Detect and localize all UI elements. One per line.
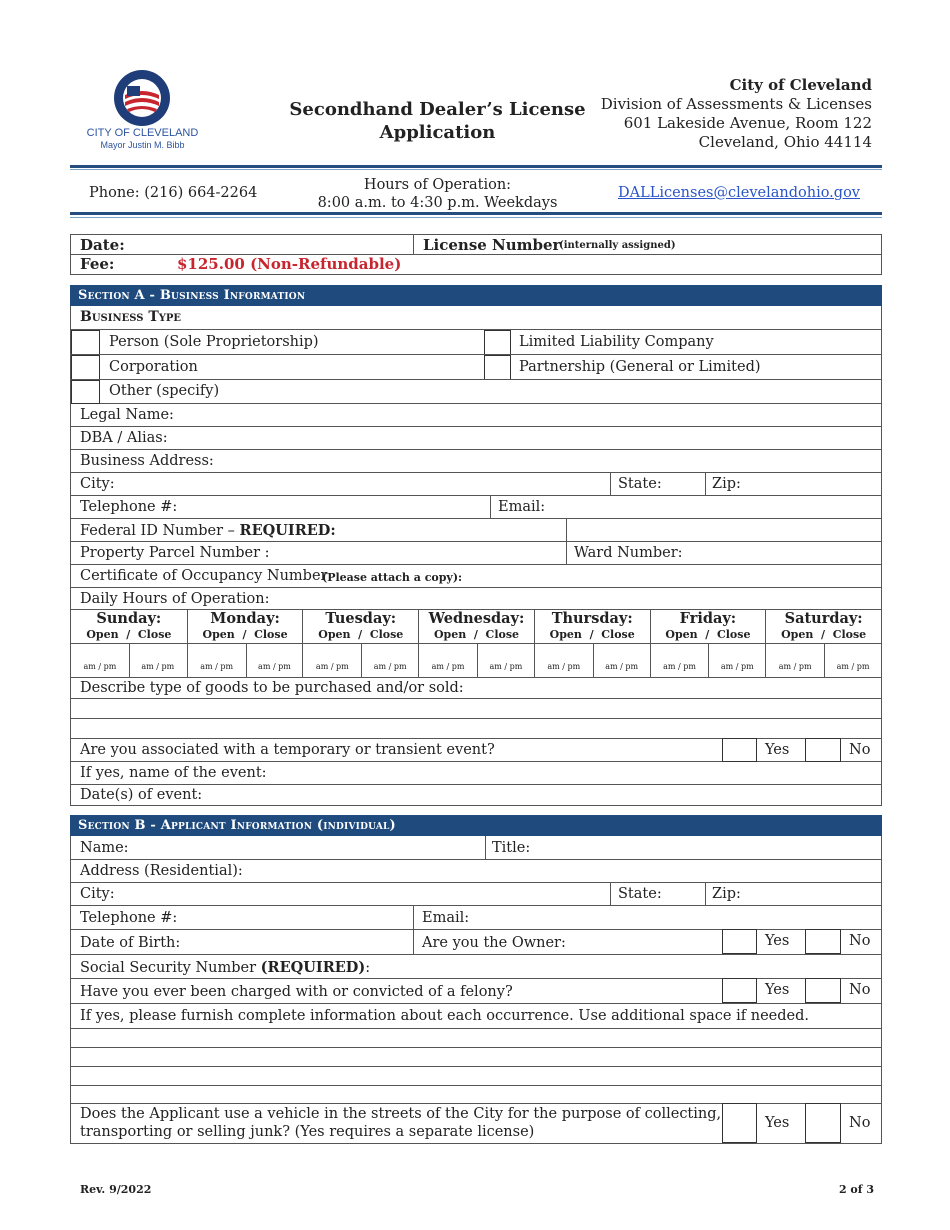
hours-open-field[interactable] xyxy=(535,644,593,677)
checkbox-other[interactable] xyxy=(71,380,100,404)
day-name: Thursday: xyxy=(551,610,633,627)
row-divider xyxy=(71,718,881,719)
fee-row xyxy=(70,254,882,275)
applicant-address-label: Address (Residential): xyxy=(80,863,243,879)
license-number-label: License Number xyxy=(423,236,561,254)
applicant-contact-row xyxy=(70,906,882,930)
address-line3: 601 Lakeside Avenue, Room 122 xyxy=(623,114,872,132)
day-name: Friday: xyxy=(679,610,737,627)
hours-open-field[interactable] xyxy=(419,644,477,677)
applicant-city-label: City: xyxy=(80,886,115,902)
divider xyxy=(485,836,486,859)
option-partnership-label: Partnership (General or Limited) xyxy=(519,359,761,375)
applicant-zip-label: Zip: xyxy=(712,886,741,902)
hours-close-field[interactable] xyxy=(708,644,766,677)
legal-name-field[interactable] xyxy=(70,404,882,427)
applicant-address-field[interactable] xyxy=(70,860,882,883)
event-question-label: Are you associated with a temporary or transient event? xyxy=(80,742,495,758)
row-divider xyxy=(71,379,881,380)
day-name: Tuesday: xyxy=(325,610,397,627)
telephone-label: Telephone #: xyxy=(80,499,178,515)
event-question-row xyxy=(70,739,882,762)
event-no-label: No xyxy=(849,742,871,758)
divider xyxy=(490,496,491,518)
hours-close-field[interactable] xyxy=(824,644,882,677)
applicant-email-label: Email: xyxy=(422,910,470,926)
section-a-header: Section A - Business Information xyxy=(70,285,882,306)
row-divider xyxy=(71,698,881,699)
business-type-label: Business Type xyxy=(80,309,182,325)
day-column xyxy=(302,610,418,677)
divider xyxy=(413,906,414,929)
ssn-text: Social Security Number xyxy=(80,960,257,976)
checkbox-llc[interactable] xyxy=(484,330,511,355)
day-name: Monday: xyxy=(210,610,280,627)
city-seal-icon xyxy=(113,69,171,127)
option-corporation-label: Corporation xyxy=(109,359,198,375)
divider xyxy=(566,519,567,541)
felony-yes-checkbox[interactable] xyxy=(722,978,757,1003)
mayor-name: Mayor Justin M. Bibb xyxy=(100,140,185,150)
applicant-city-row xyxy=(70,883,882,906)
ssn-row[interactable] xyxy=(70,955,882,979)
hours-line1: Hours of Operation: xyxy=(363,177,512,193)
phone-number: Phone: (216) 664-2264 xyxy=(89,185,258,201)
ssn-required: (REQUIRED) xyxy=(260,959,366,976)
open-close-label: Open / Close xyxy=(318,628,404,641)
am-pm-label: am / pm xyxy=(605,662,639,671)
owner-no-label: No xyxy=(849,933,871,949)
dob-owner-row xyxy=(70,930,882,955)
vehicle-yes-checkbox[interactable] xyxy=(722,1103,757,1143)
hours-close-field[interactable] xyxy=(361,644,419,677)
vehicle-yes-label: Yes xyxy=(765,1115,790,1131)
business-address-label: Business Address: xyxy=(80,453,214,469)
federal-id-row[interactable] xyxy=(70,519,882,542)
address-line1: City of Cleveland xyxy=(729,76,872,94)
event-yes-label: Yes xyxy=(765,742,790,758)
certificate-note: (Please attach a copy): xyxy=(322,571,463,584)
hours-open-field[interactable] xyxy=(303,644,361,677)
open-close-label: Open / Close xyxy=(433,628,520,641)
goods-label: Describe type of goods to be purchased and/or sold: xyxy=(80,680,464,696)
checkbox-person[interactable] xyxy=(71,330,100,355)
ssn-colon: : xyxy=(365,960,371,976)
row-divider xyxy=(71,1066,881,1067)
am-pm-label: am / pm xyxy=(373,662,407,671)
owner-question-label: Are you the Owner: xyxy=(422,935,566,951)
am-pm-label: am / pm xyxy=(547,662,581,671)
federal-id-required: REQUIRED: xyxy=(239,522,336,539)
page-number: 2 of 3 xyxy=(838,1183,874,1196)
days-grid xyxy=(71,609,881,677)
am-pm-label: am / pm xyxy=(778,662,812,671)
vehicle-no-label: No xyxy=(849,1115,871,1131)
business-city-row xyxy=(70,473,882,496)
revision-label: Rev. 9/2022 xyxy=(80,1183,152,1196)
open-close-label: Open / Close xyxy=(665,628,751,641)
event-yes-checkbox[interactable] xyxy=(722,738,757,762)
open-close-label: Open / Close xyxy=(781,628,867,641)
open-close-label: Open / Close xyxy=(549,628,635,641)
hours-close-field[interactable] xyxy=(593,644,651,677)
dba-field[interactable] xyxy=(70,427,882,450)
fee-label: Fee: xyxy=(80,255,115,273)
certificate-label: Certificate of Occupancy Number xyxy=(80,568,328,584)
license-number-note: (internally assigned) xyxy=(559,240,676,251)
hours-open-field[interactable] xyxy=(766,644,824,677)
ward-label: Ward Number: xyxy=(574,545,683,561)
fee-value: $125.00 (Non-Refundable) xyxy=(177,255,402,273)
vehicle-question-row xyxy=(70,1104,882,1144)
parcel-label: Property Parcel Number : xyxy=(80,545,270,561)
event-name-label: If yes, name of the event: xyxy=(80,765,267,781)
applicant-title-label: Title: xyxy=(492,840,531,856)
am-pm-label: am / pm xyxy=(200,662,234,671)
am-pm-label: am / pm xyxy=(141,662,175,671)
section-b-header: Section B - Applicant Information (individual) xyxy=(70,815,882,836)
checkbox-corporation[interactable] xyxy=(71,355,100,380)
open-close-label: Open / Close xyxy=(202,628,288,641)
applicant-name-row xyxy=(70,836,882,860)
day-column xyxy=(187,610,303,677)
owner-yes-checkbox[interactable] xyxy=(722,929,757,954)
header-divider-top-thin xyxy=(70,169,882,170)
email-label: Email: xyxy=(498,499,546,515)
form-title xyxy=(285,98,590,144)
checkbox-partnership[interactable] xyxy=(484,355,511,380)
hours-close-field[interactable] xyxy=(246,644,304,677)
city-label: City: xyxy=(80,476,115,492)
felony-note-label: If yes, please furnish complete information about each occurrence. Use additional space if needed. xyxy=(80,1008,809,1024)
day-name: Wednesday: xyxy=(428,610,525,627)
am-pm-label: am / pm xyxy=(836,662,870,671)
am-pm-label: am / pm xyxy=(315,662,349,671)
am-pm-label: am / pm xyxy=(720,662,754,671)
event-name-field[interactable] xyxy=(70,762,882,785)
goods-description-block[interactable] xyxy=(70,678,882,739)
day-column xyxy=(650,610,766,677)
day-column xyxy=(534,610,650,677)
office-hours xyxy=(300,176,575,212)
applicant-telephone-label: Telephone #: xyxy=(80,910,178,926)
divider xyxy=(413,235,414,254)
row-divider xyxy=(71,1085,881,1086)
office-address xyxy=(601,76,872,152)
option-other-label: Other (specify) xyxy=(109,383,220,399)
am-pm-label: am / pm xyxy=(258,662,291,671)
divider xyxy=(566,542,567,564)
dob-label: Date of Birth: xyxy=(80,935,181,951)
header-divider-bottom xyxy=(70,212,882,215)
header-divider-bottom-thin xyxy=(70,217,882,218)
event-dates-label: Date(s) of event: xyxy=(80,787,203,803)
hours-line2: 8:00 a.m. to 4:30 p.m. Weekdays xyxy=(317,195,558,211)
certificate-row[interactable] xyxy=(70,565,882,588)
contact-email-link[interactable]: DALLicenses@clevelandohio.gov xyxy=(617,185,860,201)
am-pm-label: am / pm xyxy=(83,662,117,671)
business-contact-row xyxy=(70,496,882,519)
daily-hours-block xyxy=(70,588,882,678)
city-caption: CITY OF CLEVELAND xyxy=(86,127,199,139)
felony-details-block[interactable] xyxy=(70,1004,882,1104)
hours-close-field[interactable] xyxy=(129,644,187,677)
legal-name-label: Legal Name: xyxy=(80,407,174,423)
zip-label: Zip: xyxy=(712,476,741,492)
federal-id-label xyxy=(80,522,336,539)
felony-no-label: No xyxy=(849,982,871,998)
hours-open-field[interactable] xyxy=(651,644,709,677)
hours-open-field[interactable] xyxy=(188,644,246,677)
vehicle-no-checkbox[interactable] xyxy=(805,1103,841,1143)
owner-yes-label: Yes xyxy=(765,933,790,949)
vehicle-question-line2: transporting or selling junk? (Yes requires a separate license) xyxy=(80,1124,535,1140)
event-no-checkbox[interactable] xyxy=(805,738,841,762)
owner-no-checkbox[interactable] xyxy=(805,929,841,954)
hours-open-field[interactable] xyxy=(71,644,129,677)
day-column xyxy=(71,610,187,677)
felony-question-label: Have you ever been charged with or convicted of a felony? xyxy=(80,984,513,1000)
form-title-line2: Application xyxy=(379,122,496,143)
header-divider-top xyxy=(70,165,882,168)
hours-close-field[interactable] xyxy=(477,644,535,677)
divider xyxy=(705,473,706,495)
divider xyxy=(610,473,611,495)
day-name: Sunday: xyxy=(96,610,162,627)
federal-id-text: Federal ID Number – xyxy=(80,523,235,539)
address-line4: Cleveland, Ohio 44114 xyxy=(698,133,872,151)
felony-question-row xyxy=(70,979,882,1004)
daily-hours-label: Daily Hours of Operation: xyxy=(80,591,270,607)
date-license-row xyxy=(70,234,882,255)
row-divider xyxy=(71,1047,881,1048)
day-column xyxy=(765,610,881,677)
address-line2: Division of Assessments & Licenses xyxy=(600,95,872,113)
business-address-field[interactable] xyxy=(70,450,882,473)
dba-label: DBA / Alias: xyxy=(80,430,168,446)
day-column xyxy=(418,610,534,677)
open-close-label: Open / Close xyxy=(86,628,172,641)
applicant-state-label: State: xyxy=(618,886,662,902)
row-divider xyxy=(71,354,881,355)
row-divider xyxy=(71,1028,881,1029)
state-label: State: xyxy=(618,476,662,492)
business-type-options xyxy=(70,330,882,404)
am-pm-label: am / pm xyxy=(663,662,696,671)
business-type-row xyxy=(70,306,882,330)
ssn-label xyxy=(80,959,370,976)
divider xyxy=(610,883,611,905)
vehicle-question-line1: Does the Applicant use a vehicle in the streets of the City for the purpose of collecting, xyxy=(80,1106,722,1122)
parcel-ward-row xyxy=(70,542,882,565)
felony-no-checkbox[interactable] xyxy=(805,978,841,1003)
form-title-line1: Secondhand Dealer’s License xyxy=(289,99,586,120)
divider xyxy=(413,930,414,954)
divider xyxy=(705,883,706,905)
am-pm-label: am / pm xyxy=(431,662,465,671)
am-pm-label: am / pm xyxy=(489,662,523,671)
felony-yes-label: Yes xyxy=(765,982,790,998)
day-name: Saturday: xyxy=(784,610,863,627)
option-llc-label: Limited Liability Company xyxy=(519,334,714,350)
applicant-name-label: Name: xyxy=(80,840,129,856)
date-label: Date: xyxy=(80,236,125,254)
event-dates-field[interactable] xyxy=(70,785,882,806)
option-person-label: Person (Sole Proprietorship) xyxy=(109,334,319,350)
